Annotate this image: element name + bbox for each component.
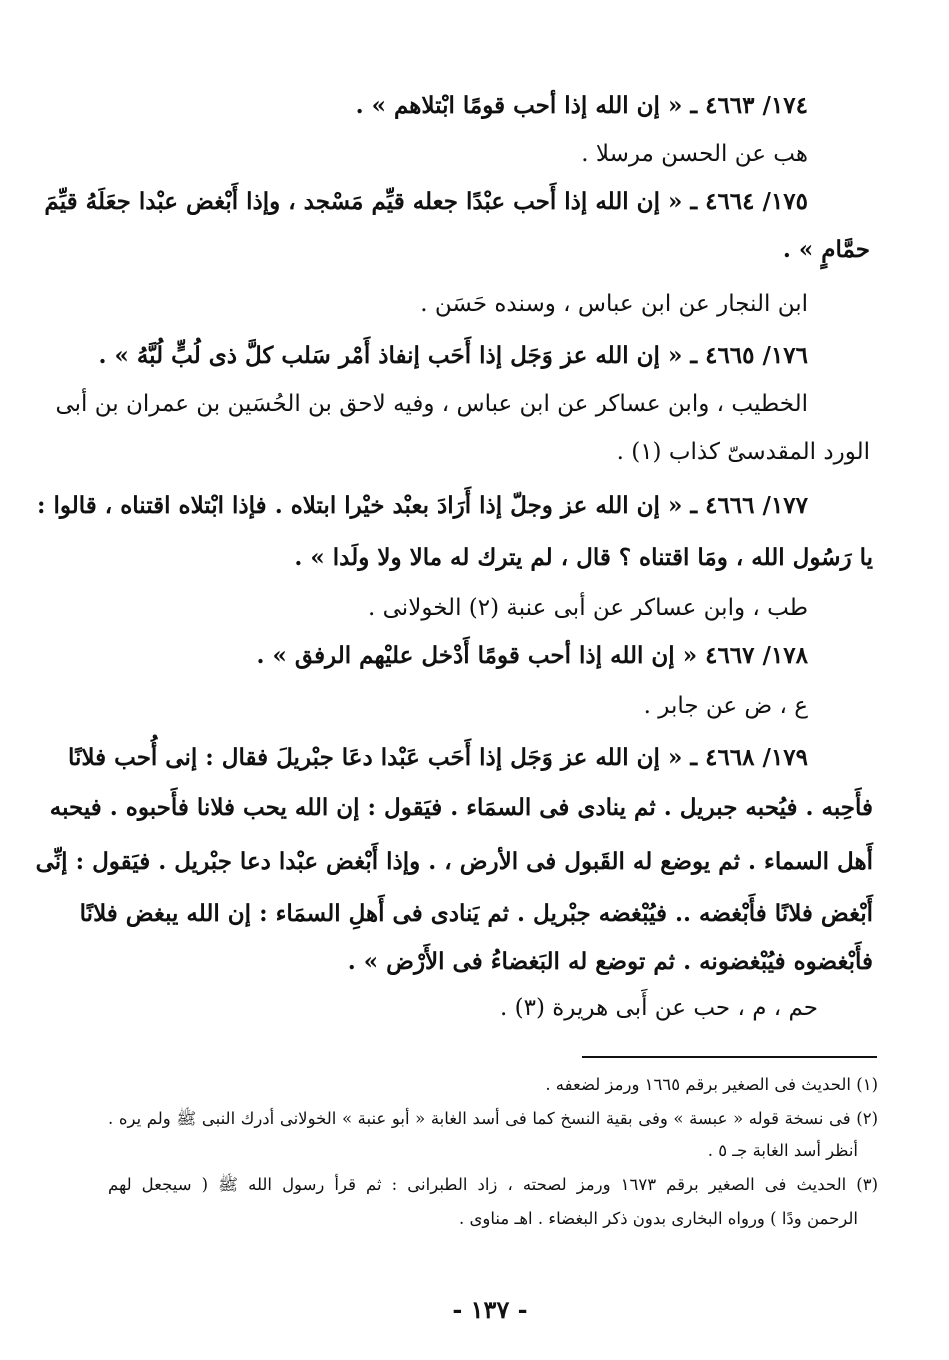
hadith-179-cont-4: فأَبْغضوه فيُبْغضونه . ثم توضع له البَغضاءُ فى الأَرْض » . [347,948,873,975]
source-176: الخطيب ، وابن عساكر عن ابن عباس ، وفيه لاحق بن الحُسَين بن عمران بن أبى [55,391,808,417]
hadith-174: ١٧٤/ ٤٦٦٣ ـ « إن الله إذا أحب قومًا ابْتلاهم » . [355,92,808,119]
hadith-177: ١٧٧/ ٤٦٦٦ ـ « إن الله عز وجلّ إذا أَرَادَ بعبْد خيْرا ابتلاه . فإذا ابْتلاه اقتناه ، قالوا : [36,492,808,519]
footnote-2-cont: أنظر أسد الغابة جـ ٥ . [707,1141,858,1160]
page-number: - ١٣٧ - [452,1295,528,1324]
source-174: هب عن الحسن مرسلا . [581,141,808,167]
hadith-175-cont: حمَّامٍ » . [782,236,870,263]
source-178: ع ، ض عن جابر . [643,693,808,719]
footnote-3-cont: الرحمن ودًا ) ورواه البخارى بدون ذكر البغضاء . اهـ مناوى . [459,1209,858,1228]
source-177: طب ، وابن عساكر عن أبى عنبة (٢) الخولانى . [368,595,808,621]
hadith-176: ١٧٦/ ٤٦٦٥ ـ « إن الله عز وَجَل إذا أَحَب إنفاذ أَمْر سَلب كلَّ ذى لُبٍّ لُبَّهُ » . [98,342,808,369]
hadith-177-cont: يا رَسُول الله ، ومَا اقتناه ؟ قال ، لم يترك له مالا ولا ولَدا » . [294,544,873,571]
hadith-178: ١٧٨/ ٤٦٦٧ « إن الله إذا أحب قومًا أَدْخل عليْهم الرفق » . [256,642,808,669]
footnote-1: (١) الحديث فى الصغير برقم ١٦٦٥ ورمز لضعفه . [545,1075,878,1094]
footnote-3: (٣) الحديث فى الصغير برقم ١٦٧٣ ورمز لصحته ، زاد الطبرانى : ثم قرأ رسول الله ﷺ ( سيجعل لهم [108,1175,878,1194]
hadith-179-cont-1: فأَحِبه . فيُحبه جبريل . ثم ينادى فى السمَاء . فيَقول : إن الله يحب فلانا فأَحبوه . فيحبه [49,794,873,821]
hadith-179-cont-2: أَهل السماء . ثم يوضع له القَبول فى الأرض ، . وإذا أَبْغض عبْدا دعا جبْريل . فيَقول : إنِّى [35,848,873,875]
source-175: ابن النجار عن ابن عباس ، وسنده حَسَن . [420,291,808,317]
hadith-179: ١٧٩/ ٤٦٦٨ ـ « إن الله عز وَجَل إذا أَحَب عَبْدا دعَا جبْريلَ فقال : إنى أُحب فلانًا [67,744,808,771]
footnote-2: (٢) فى نسخة قوله « عبسة » وفى بقية النسخ كما فى أسد الغابة « أبو عنبة » الخولانى أدرك النبى ﷺ ولم يره . [108,1109,878,1128]
hadith-179-cont-3: أَبْغض فلانًا فأَبْغضه .. فيُبْغضه جبْريل . ثم يَنادى فى أَهلِ السمَاء : إن الله يبغض فلانًا [79,900,873,927]
source-176-cont: الورد المقدسىّ كذاب (١) . [616,439,870,465]
hadith-175: ١٧٥/ ٤٦٦٤ ـ « إن الله إذا أَحب عبْدًا جعله قيِّم مَسْجد ، وإذا أَبْغض عبْدا جعَلَهُ قيِّمَ [44,188,808,215]
footnote-separator [582,1056,877,1058]
source-179: حم ، م ، حب عن أَبى هريرة (٣) . [500,995,818,1021]
